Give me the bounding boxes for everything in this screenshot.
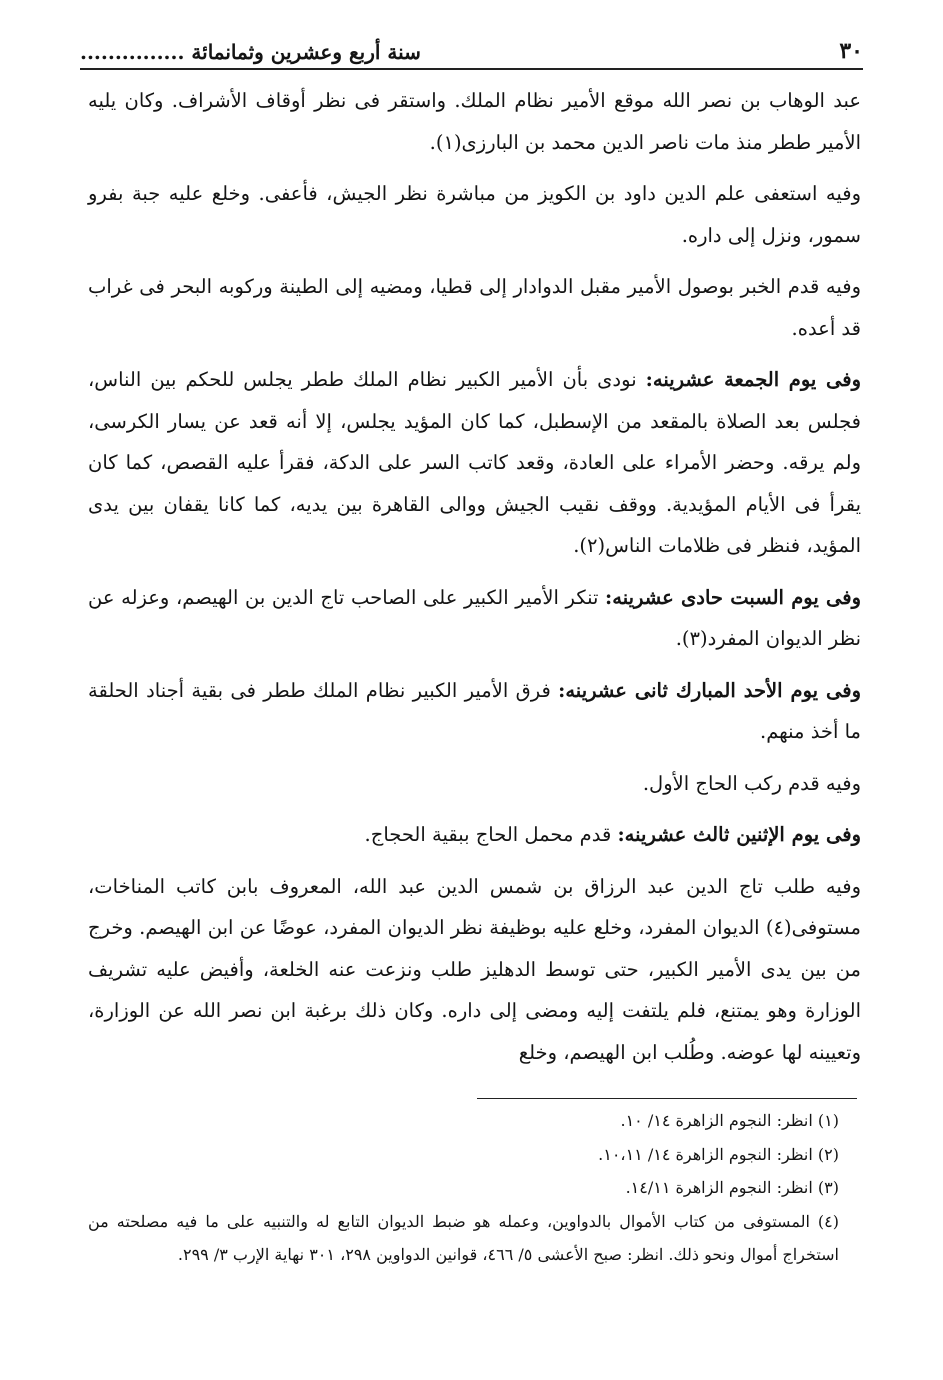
footnote-divider <box>477 1098 857 1099</box>
paragraph-lead: وفى يوم السبت حادى عشرينه: <box>605 585 861 609</box>
paragraph <box>88 80 861 163</box>
paragraph-lead: وفى يوم الجمعة عشرينه: <box>645 368 861 391</box>
paragraph-text: وفيه استعفى علم الدين داود بن الكويز من مباشرة نظر الجيش، فأعفى. وخلع عليه جبة بفرو سمور، ونزل إلى داره. <box>88 182 861 247</box>
paragraph <box>88 763 861 805</box>
paragraph <box>88 359 861 567</box>
paragraph-text: نودى بأن الأمير الكبير نظام الملك ططر يجلس للحكم بين الناس، فجلس بعد الصلاة بالمقعد من الإسطبل، كما كان المؤيد يجلس، إلا أنه قعد عن يسار الكرسى، ولم يرقه. وحضر الأمراء على العادة، وقعد كاتب السر على الدكة، فقرأ عليه القصص، كما كان يقرأ فى الأيام المؤيدية. ووقف نقيب الجيش ووالى القاهرة بين يديه، كما كانا يقفان بين يدى المؤيد، فنظر فى ظلامات الناس(٢). <box>88 368 861 557</box>
paragraph-text: وفيه طلب تاج الدين عبد الرزاق بن شمس الدين عبد الله، المعروف بابن كاتب المناخات، مستوفى(٤) الديوان المفرد، وخلع عليه بوظيفة نظر الديوان المفرد، عوضًا عن ابن الهيصم. وخرج من بين يدى الأمير الكبير، حتى توسط الدهليز طلب ونزعت عنه الخلعة، وأفيض عليه تشريف الوزارة وهو يمتنع، فلم يلتفت إليه ومضى إلى داره. وكان ذلك برغبة ابن نصر الله عن الوزارة، وتعيينه لها عوضه. وطُلب ابن الهيصم، وخلع <box>88 874 861 1064</box>
page-number: ٣٠ <box>839 38 863 64</box>
paragraph <box>88 814 861 856</box>
paragraph <box>88 577 861 660</box>
paragraph-text: فرق الأمير الكبير نظام الملك ططر فى بقية أجناد الحلقة ما أخذ منهم. <box>88 678 861 743</box>
paragraph-text: وفيه قدم الخبر بوصول الأمير مقبل الدوادار إلى قطيا، ومضيه إلى الطينة وركوبه البحر فى غراب قد أعده. <box>88 275 861 340</box>
footnote: (١) انظر: النجوم الزاهرة ١٤/ ١٠. <box>620 1111 839 1130</box>
main-text <box>88 80 861 1083</box>
paragraph-text: عبد الوهاب بن نصر الله موقع الأمير نظام الملك. واستقر فى نظر أوقاف الأشراف. وكان يليه الأمير ططر منذ مات ناصر الدين محمد بن البارزى(١). <box>88 89 861 154</box>
footnotes <box>88 1104 857 1272</box>
paragraph-text: تنكر الأمير الكبير على الصاحب تاج الدين بن الهيصم، وعزله عن نظر الديوان المفرد(٣). <box>88 585 861 650</box>
paragraph <box>88 173 861 256</box>
paragraph <box>88 866 861 1074</box>
footnote: (٣) انظر: النجوم الزاهرة ١٤/١١. <box>625 1178 839 1197</box>
paragraph <box>88 266 861 349</box>
running-title: سنة أربع وعشرين وثمانمائة ............... <box>80 40 421 64</box>
running-header <box>80 30 863 70</box>
paragraph <box>88 670 861 753</box>
footnote: (٢) انظر: النجوم الزاهرة ١٤/ ١٠،١١. <box>598 1144 839 1164</box>
paragraph-lead: وفى يوم الأحد المبارك ثانى عشرينه: <box>558 678 862 702</box>
paragraph-text: قدم محمل الحاج ببقية الحجاج. <box>364 823 618 846</box>
footnote: (٤) المستوفى من كتاب الأموال بالدواوين، وعمله هو ضبط الديوان التابع له والتنبيه على ما فيه مصلحته من استخراج أموال ونحو ذلك. انظر: صبح الأعشى ٥/ ٤٦٦، قوانين الدواوين ٢٩٨، ٣٠١ نهاية الإرب ٣/ ٢٩٩. <box>88 1211 839 1264</box>
paragraph-text: وفيه قدم ركب الحاج الأول. <box>642 771 861 795</box>
paragraph-lead: وفى يوم الإثنين ثالث عشرينه: <box>617 823 861 846</box>
